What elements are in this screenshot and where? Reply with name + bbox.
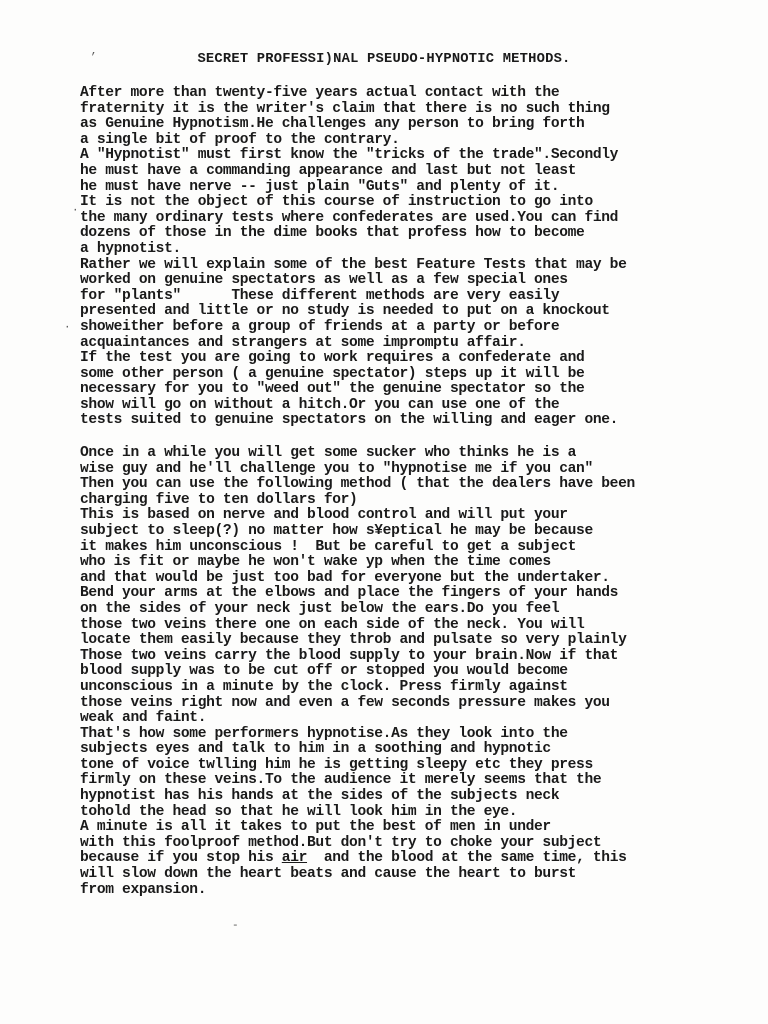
text-line: This is based on nerve and blood control and will put your (80, 507, 568, 524)
text-line: Rather we will explain some of the best Feature Tests that may be (80, 256, 627, 273)
text-line: tests suited to genuine spectators on the willing and eager one. (80, 412, 619, 429)
text-line: weak and faint. (80, 710, 207, 727)
text-line: who is fit or maybe he won't wake yp when the time comes (80, 554, 551, 571)
text-line: unconscious in a minute by the clock. Press firmly against (80, 678, 568, 695)
text-line: wise guy and he'll challenge you to "hypnotise me if you can" (80, 460, 593, 477)
paragraph (80, 86, 740, 429)
text-line: tohold the head so that he will look him in the eye. (80, 803, 518, 820)
text-line: because if you stop his air and the blood at the same time, this (80, 850, 627, 867)
text-line: tone of voice twlling him he is getting sleepy etc they press (80, 756, 593, 773)
text-line: those veins right now and even a few seconds pressure makes you (80, 694, 610, 711)
text-line: Then you can use the following method ( that the dealers have been (80, 476, 635, 493)
text-line: subject to sleep(?) no matter how s¥eptical he may be because (80, 522, 593, 539)
stray-mark: · (64, 322, 71, 334)
text-line: the many ordinary tests where confederates are used.You can find (80, 209, 619, 226)
text-line: he must have a commanding appearance and last but not least (80, 162, 577, 179)
text-line: worked on genuine spectators as well as a few special ones (80, 272, 568, 289)
text-line: dozens of those in the dime books that profess how to become (80, 225, 585, 242)
text-line: some other person ( a genuine spectator) steps up it will be (80, 365, 585, 382)
text-line: a hypnotist. (80, 240, 181, 257)
text-line: a single bit of proof to the contrary. (80, 131, 400, 148)
text-line: presented and little or no study is needed to put on a knockout (80, 303, 610, 320)
text-line: subjects eyes and talk to him in a soothing and hypnotic (80, 741, 551, 758)
paragraph (80, 446, 740, 898)
text-line: Those two veins carry the blood supply to your brain.Now if that (80, 647, 619, 664)
text-line: If the test you are going to work requires a confederate and (80, 350, 585, 367)
text-line: firmly on these veins.To the audience it merely seems that the (80, 772, 602, 789)
text-line: acquaintances and strangers at some impromptu affair. (80, 334, 526, 351)
text-line: necessary for you to "weed out" the genuine spectator so the (80, 381, 585, 398)
text-line: and that would be just too bad for everyone but the undertaker. (80, 569, 610, 586)
stray-mark: - (232, 920, 239, 932)
text-line: A minute is all it takes to put the best of men in under (80, 819, 551, 836)
document-title: SECRET PROFESSI)NAL PSEUDO-HYPNOTIC METHODS. (197, 52, 571, 67)
stray-mark: · (72, 205, 79, 217)
text-line: will slow down the heart beats and cause the heart to burst (80, 866, 577, 883)
text-line: as Genuine Hypnotism.He challenges any person to bring forth (80, 116, 585, 133)
text-line: That's how some performers hypnotise.As they look into the (80, 725, 568, 742)
text-line: Once in a while you will get some sucker who thinks he is a (80, 445, 577, 461)
text-line: those two veins there one on each side of the neck. You will (80, 616, 585, 633)
text-line: he must have nerve -- just plain "Guts" and plenty of it. (80, 178, 560, 195)
text-line: fraternity it is the writer's claim that there is no such thing (80, 100, 610, 117)
text-line: on the sides of your neck just below the ears.Do you feel (80, 600, 560, 617)
text-line: Bend your arms at the elbows and place the fingers of your hands (80, 585, 619, 602)
text-line: from expansion. (80, 881, 207, 898)
text-line: show will go on without a hitch.Or you can use one of the (80, 396, 560, 413)
text-line: charging five to ten dollars for) (80, 491, 358, 508)
text-line: for "plants" These different methods are very easily (80, 287, 560, 304)
text-line: blood supply was to be cut off or stopped you would become (80, 663, 568, 680)
text-line: After more than twenty-five years actual contact with the (80, 85, 560, 101)
text-line: showeither before a group of friends at a party or before (80, 318, 560, 335)
text-line: locate them easily because they throb and pulsate so very plainly (80, 632, 627, 649)
underlined-word: air (281, 850, 308, 867)
text-line: with this foolproof method.But don't try to choke your subject (80, 834, 602, 851)
text-line: A "Hypnotist" must first know the "tricks of the trade".Secondly (80, 147, 619, 164)
text-line: it makes him unconscious ! But be careful to get a subject (80, 538, 577, 555)
stray-mark: ’ (90, 52, 97, 64)
text-line: hypnotist has his hands at the sides of the subjects neck (80, 788, 560, 805)
text-line: It is not the object of this course of instruction to go into (80, 194, 593, 211)
